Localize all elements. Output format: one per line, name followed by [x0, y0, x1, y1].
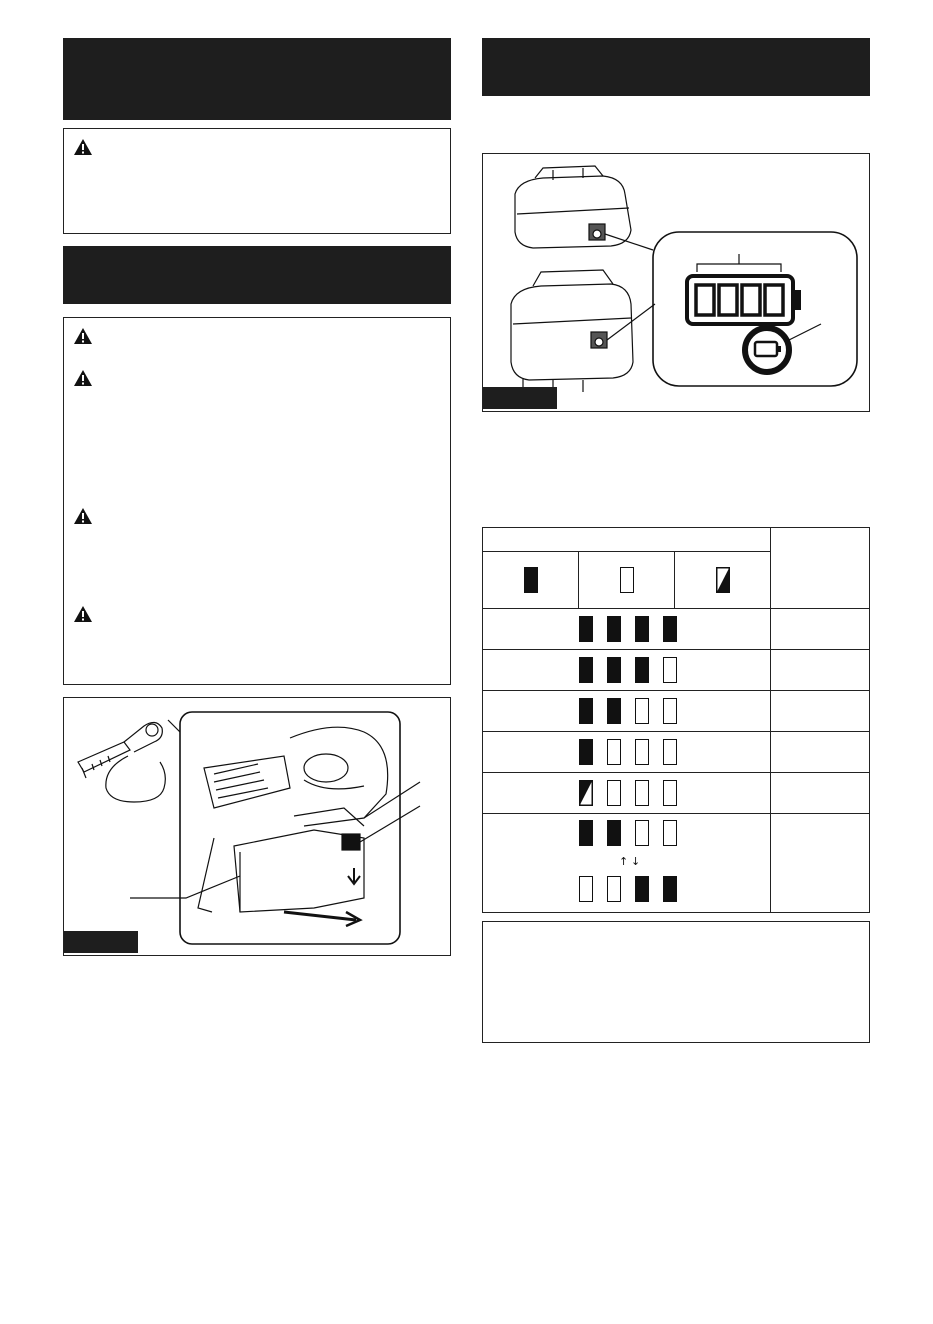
capacity-cell	[771, 609, 870, 650]
caution-box	[63, 128, 451, 234]
battery-indicator-illustration	[483, 154, 868, 410]
battery-removal-illustration	[64, 698, 449, 954]
warning-triangle-icon	[74, 606, 92, 622]
indicator-row-alternating	[483, 814, 771, 913]
capacity-cell	[771, 773, 870, 814]
arrow-down-icon: ↓	[631, 855, 641, 868]
caution-box	[63, 317, 451, 685]
note-box	[482, 921, 870, 1043]
legend-blinking	[675, 552, 771, 609]
warning-triangle-icon	[74, 328, 92, 344]
section-header-bar	[63, 246, 451, 304]
remaining-capacity-header	[771, 528, 870, 609]
indicator-row	[483, 773, 771, 814]
battery-indicator-table	[482, 527, 870, 913]
battery-removal-figure	[63, 697, 451, 956]
indicator-lamps-header	[483, 528, 771, 552]
figure-label-tag	[64, 931, 138, 953]
arrow-up-icon: ↑	[619, 855, 629, 868]
warning-triangle-icon	[74, 370, 92, 386]
capacity-cell	[771, 814, 870, 913]
legend-off	[579, 552, 675, 609]
capacity-cell	[771, 732, 870, 773]
indicator-row	[483, 609, 771, 650]
indicator-row	[483, 691, 771, 732]
capacity-cell	[771, 691, 870, 732]
warning-triangle-icon	[74, 508, 92, 524]
legend-lit	[483, 552, 579, 609]
indicator-row	[483, 732, 771, 773]
indicator-row	[483, 650, 771, 691]
warning-triangle-icon	[74, 139, 92, 155]
capacity-cell	[771, 650, 870, 691]
section-header-bar	[63, 38, 451, 120]
figure-label-tag	[483, 387, 557, 409]
section-header-bar	[482, 38, 870, 96]
battery-indicator-figure	[482, 153, 870, 412]
